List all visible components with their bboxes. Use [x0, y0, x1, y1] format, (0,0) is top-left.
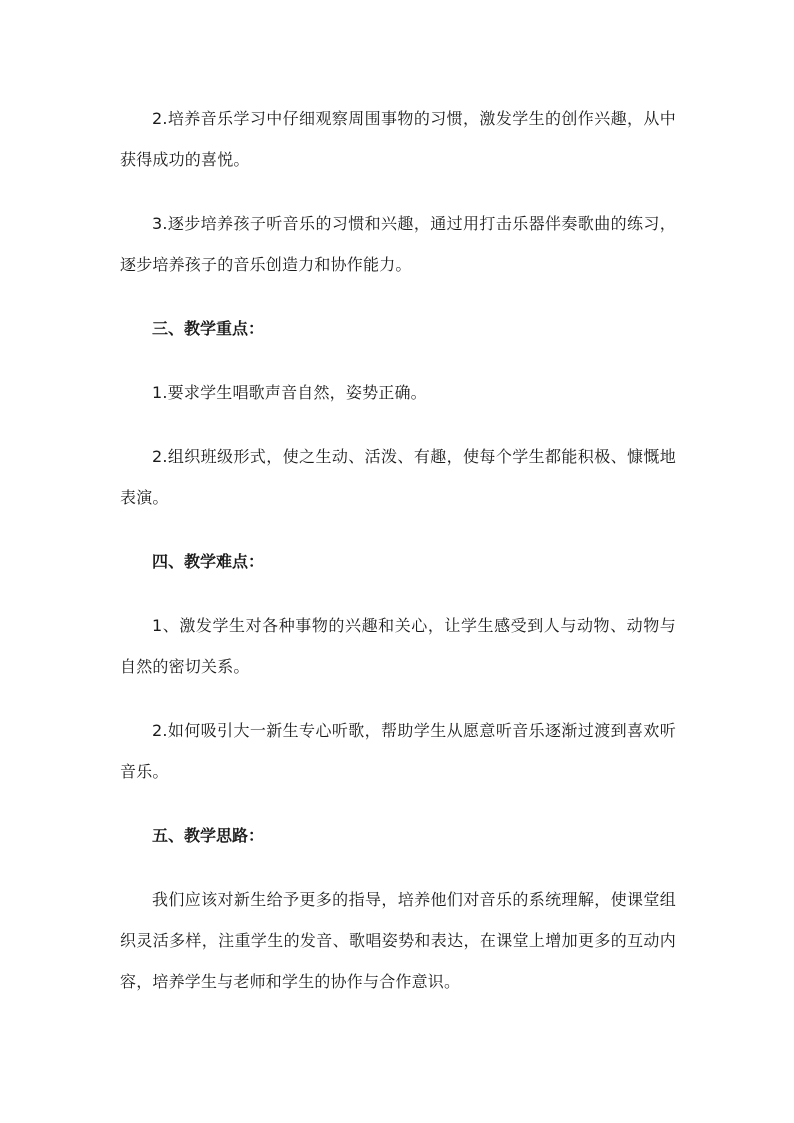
heading-difficulties: 四、教学难点： — [152, 552, 265, 571]
paragraph-difficulty-1: 1、激发学生对各种事物的兴趣和关心，让学生感受到人与动物、动物与自然的密切关系。 — [120, 616, 676, 676]
paragraph-difficulty-2: 2.如何吸引大一新生专心听歌，帮助学生从愿意听音乐逐渐过渡到喜欢听音乐。 — [120, 721, 676, 781]
paragraph-goal-3: 3.逐步培养孩子听音乐的习惯和兴趣，通过用打击乐器伴奏歌曲的练习，逐步培养孩子的音乐创造力和协作能力。 — [120, 214, 676, 274]
paragraph-teaching-ideas: 我们应该对新生给予更多的指导，培养他们对音乐的系统理解，使课堂组织灵活多样，注重学生的发音、歌唱姿势和表达，在课堂上增加更多的互动内容，培养学生与老师和学生的协作与合作意识。 — [120, 890, 676, 991]
document-body — [120, 98, 676, 1025]
paragraph-key-point-2: 2.组织班级形式，使之生动、活泼、有趣，使每个学生都能积极、慷慨地表演。 — [120, 447, 676, 507]
paragraph-goal-2: 2.培养音乐学习中仔细观察周围事物的习惯，激发学生的创作兴趣，从中获得成功的喜悦。 — [120, 109, 676, 169]
heading-key-points: 三、教学重点： — [152, 319, 265, 338]
heading-teaching-ideas: 五、教学思路： — [152, 826, 265, 845]
paragraph-key-point-1: 1.要求学生唱歌声音自然，姿势正确。 — [152, 383, 427, 402]
